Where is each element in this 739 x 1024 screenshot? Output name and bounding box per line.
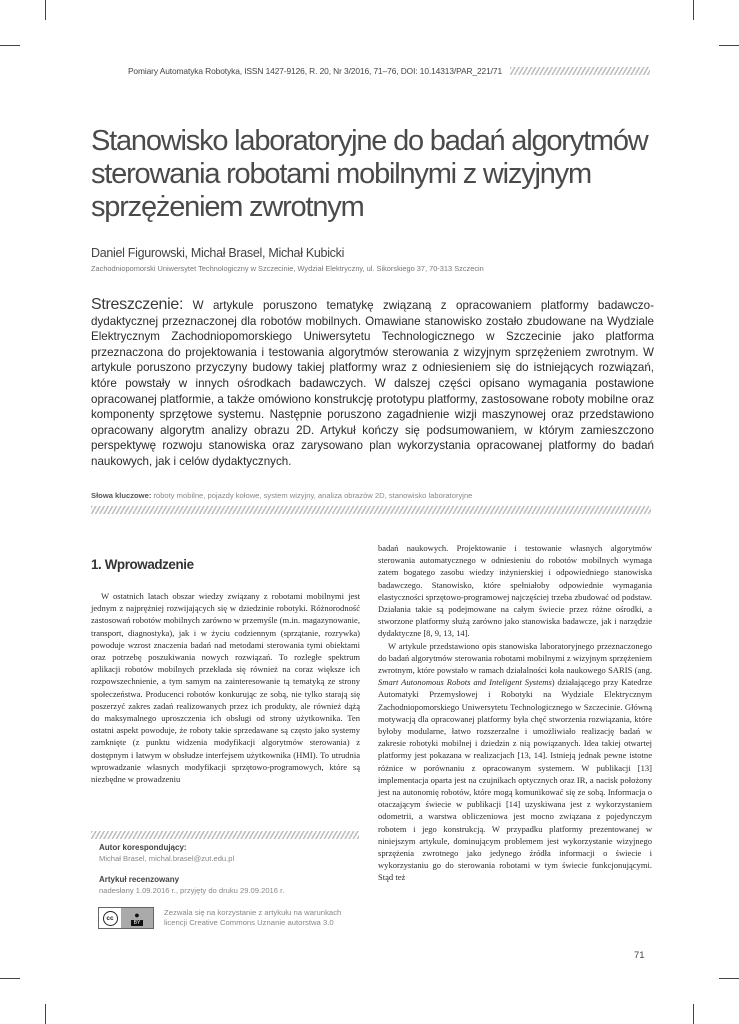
- crop-mark: [0, 45, 20, 46]
- crop-mark: [719, 978, 739, 979]
- crop-mark: [693, 0, 694, 20]
- corresponding-author: [99, 843, 234, 863]
- review-info: [99, 875, 284, 895]
- section-heading: 1. Wprowadzenie: [91, 557, 194, 572]
- review-dates: nadesłany 1.09.2016 r., przyjęty do druku 29.09.2016 r.: [99, 886, 285, 895]
- abstract-text: W artykule poruszono tematykę związaną z opracowaniem platformy badawczo-dydaktycznej przeznaczonej dla robotów mobilnych. Omawiane stanowisko zostało zbudowane na Wydziale Elektrycznym Zachodniopomorskiego Uniwersytetu Technologicznego w Szczecinie jako platforma przeznaczona do projektowania i testowania algorytmów sterowania z wizyjnym sprzężeniem zwrotnym. W artykule poruszono przyczyny budowy takiej platformy wraz z odniesieniem się do istniejących rozwiązań, które powstały w innych ośrodkach badawczych. W dalszej części opisano wymagania postawione opracowanej platformie, a także omówiono konstrukcję prototypu platformy, zastosowane roboty mobilne oraz komponenty sprzętowe systemu. Następnie poruszono zagadnienie wizji maszynowej oraz przedstawiono opracowany algorytm analizy obrazu 2D. Artykuł kończy się podsumowaniem, w którym zamieszczono perspektywę rozwoju stanowiska oraz zarysowano plan wykorzystania opracowanej platformy do badań naukowych, jak i celów dydaktycznych.: [91, 299, 654, 468]
- cc-logo-icon: cc: [103, 911, 118, 926]
- project-name-italic: Smart Autonomous Robots and Inteligent Systems: [378, 677, 552, 688]
- crop-mark: [693, 1004, 694, 1024]
- keywords-text: roboty mobilne, pojazdy kołowe, system wizyjny, analiza obrazów 2D, stanowisko laboratoryjne: [151, 491, 473, 500]
- left-column: [91, 590, 360, 785]
- crop-mark: [45, 0, 46, 20]
- abstract-label: Streszczenie:: [91, 296, 184, 313]
- review-label: Artykuł recenzowany: [99, 875, 180, 884]
- article-title: Stanowisko laboratoryjne do badań algorytmów sterowania robotami mobilnymi z wizyjnym sprzężeniem zwrotnym: [91, 125, 648, 223]
- journal-citation: Pomiary Automatyka Robotyka, ISSN 1427-9126, R. 20, Nr 3/2016, 71–76, DOI: 10.14313/PAR_221/71: [127, 66, 502, 76]
- paragraph: W ostatnich latach obszar wiedzy związany z robotami mobilnymi jest jednym z najprężniej rozwijających się w dziedzinie robotyki. Różnorodność zastosowań robotów mobilnych zarówno w przemyśle (m.in. magazynowanie, transport, diagnostyka), jak i w życiu codziennym (sprzątanie, rozrywka) powoduje wzrost znaczenia badań nad metodami sterowania tymi obiektami oraz potrzebę poszukiwania nowych rozwiązań. To rozległe spektrum aplikacji robotów mobilnych przekłada się również na coraz większe ich rozpowszechnienie, a tym samym na zainteresowanie tą tematyką ze strony społeczeństwa. Producenci robotów konkurując ze sobą, nie tylko starają się poszerzyć zakres zadań realizowanych przez ich produkty, ale również dążą do maksymalnego uproszczenia ich obsługi od strony użytkownika. Ten ostatni aspekt powoduje, że roboty takie sprzedawane są często jako systemy zamknięte (z punktu widzenia modyfikacji algorytmów sterowania) z dostępnym i łatwym w obsłudze interfejsem użytkownika (HMI). To utrudnia wprowadzanie własnych modyfikacji sprzętowo-programowych, które są niezbędne w prowadzeniu: [91, 591, 360, 785]
- article-authors: Daniel Figurowski, Michał Brasel, Michał Kubicki: [91, 246, 345, 260]
- page-number: 71: [634, 950, 645, 961]
- paragraph: badań naukowych. Projektowanie i testowanie własnych algorytmów sterowania automatycznego w odniesieniu do robotów mobilnych wymaga zatem bogatego zasobu wiedzy inżynierskiej i odpowiedniego stanowiska badawczego. Stanowisko, które spełniałoby odpowiednie wymagania elastyczności sprzętowo-programowej najczęściej trzeba zbudować od podstaw. Działania takie są podejmowane na całym świecie przez różne ośrodki, a stworzone platformy służą zarówno jako stanowiska badawcze, jak i narzędzie dydaktyczne [8, 9, 13, 14].: [378, 543, 652, 639]
- corresponding-author-value: Michał Brasel, michal.brasel@zut.edu.pl: [99, 854, 235, 863]
- header-hatch-decoration: [510, 67, 650, 75]
- corresponding-author-label: Autor korespondujący:: [99, 843, 187, 852]
- crop-mark: [719, 45, 739, 46]
- keywords: [91, 491, 654, 500]
- paragraph-text: W artykule przedstawiono opis stanowiska laboratoryjnego przeznaczonego do badań algorytmów sterowania robotami mobilnymi z wizyjnym sprzężeniem zwrotnym, które powstało w ramach działalności koła naukowego SARIS (ang.: [378, 640, 652, 676]
- creative-commons-badge: [98, 907, 154, 929]
- paragraph-text: ) działającego przy Katedrze Automatyki Przemysłowej i Robotyki na Wydziale Elektrycznym Zachodniopomorskiego Uniwersytetu Technologicznego w Szczecinie. Główną motywacją dla opracowanej platformy była chęć stworzenia rozwiązania, które byłoby modularne, łatwo rozszerzalne i umożliwiało realizację badań w zakresie robotyki mobilnej i dziedzin z nią powiązanych. Idea takiej otwartej platformy jest pokazana w realizacjach [13, 14]. Istnieją jednak pewne istotne różnice w porównaniu z opracowanym systemem. W publikacji [13] implementacja oparta jest na czujnikach optycznych oraz IR, a nacisk położony jest na autonomię robotów, które mogą komunikować się ze sobą. Informacja o otaczającym świecie w publikacji [14] uzyskiwana jest z wykorzystaniem odometrii, a warstwa obliczeniowa jest mocno związana z pojedynczym robotem i jego konstrukcją. W przypadku platformy prezentowanej w niniejszym artykule, dominującym problemem jest wykorzystanie wizyjnego sprzężenia zwrotnego jako jedynego źródła informacji o świecie i wykorzystaniu go do sterowania robotami w tym świecie funkcjonującymi. Stąd też: [378, 677, 652, 883]
- license-text: Zezwala się na korzystanie z artykułu na warunkach licencji Creative Commons Uznanie autorstwa 3.0: [164, 908, 342, 927]
- abstract: [91, 297, 654, 470]
- keywords-hatch-decoration: [91, 506, 651, 514]
- author-affiliation: Zachodniopomorski Uniwersytet Technologiczny w Szczecinie, Wydział Elektryczny, ul. Sikorskiego 37, 70-313 Szczecin: [91, 264, 484, 273]
- running-header: [90, 66, 650, 78]
- sidebar-hatch-decoration: [91, 831, 359, 839]
- paragraph: [378, 640, 652, 884]
- by-label: BY: [131, 920, 144, 926]
- attribution-person-icon: ●: [134, 909, 140, 920]
- crop-mark: [0, 978, 20, 979]
- crop-mark: [45, 1004, 46, 1024]
- right-column: [378, 542, 652, 884]
- keywords-label: Słowa kluczowe:: [91, 491, 152, 500]
